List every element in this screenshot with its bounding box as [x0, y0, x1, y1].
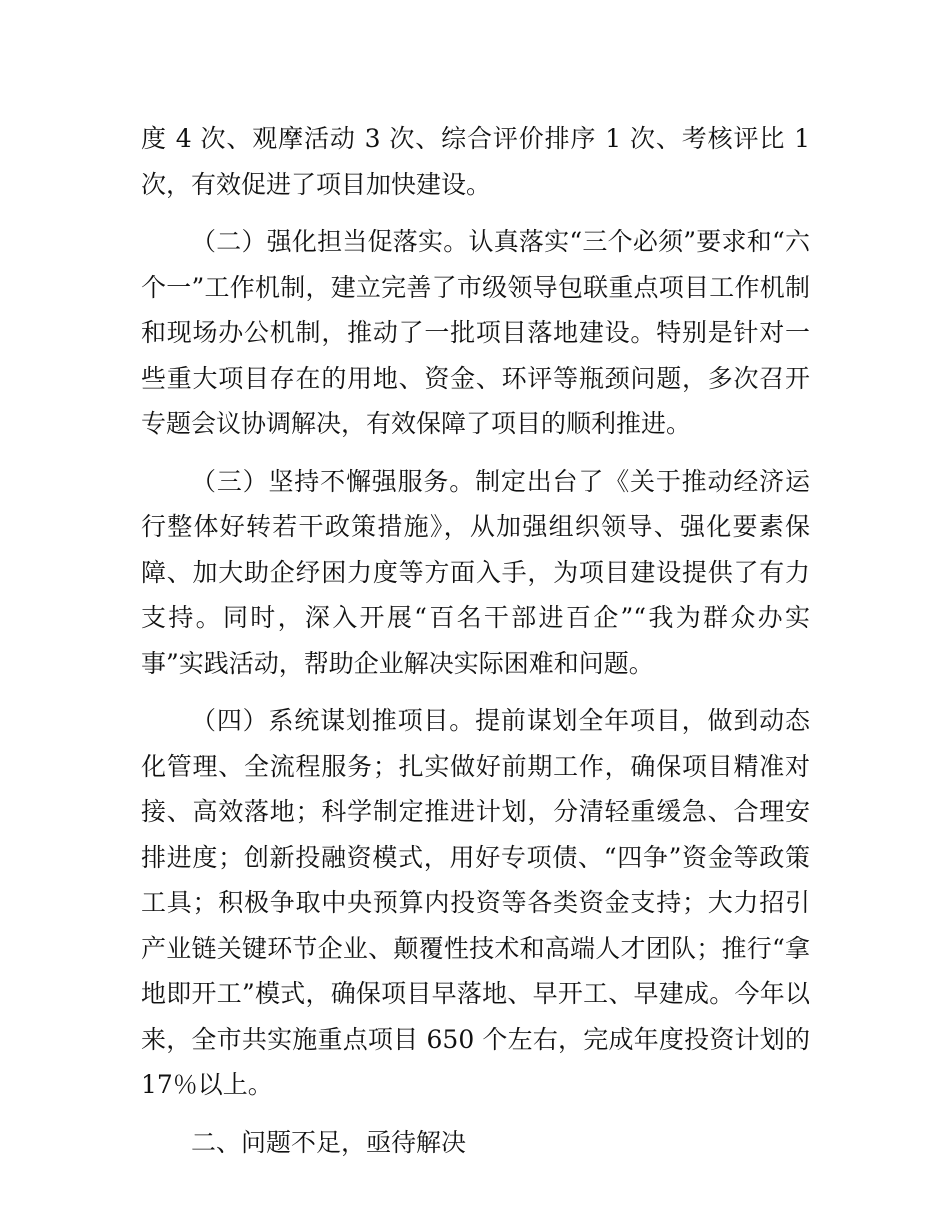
paragraph-continuation: 度 4 次、观摩活动 3 次、综合评价排序 1 次、考核评比 1 次，有效促进了项目加快建设。 — [141, 124, 810, 199]
paragraph-section-3: （三）坚持不懈强服务。制定出台了《关于推动经济运行整体好转若干政策措施》，从加强组织领导、强化要素保障、加大助企纾困力度等方面入手，为项目建设提供了有力支持。同时，深入开展“百名干部进百企”“我为群众办实事”实践活动，帮助企业解决实际困难和问题。 — [141, 466, 810, 678]
paragraph-section-4: （四）系统谋划推项目。提前谋划全年项目，做到动态化管理、全流程服务；扎实做好前期工作，确保项目精准对接、高效落地；科学制定推进计划，分清轻重缓急、合理安排进度；创新投融资模式，用好专项债、“四争”资金等政策工具；积极争取中央预算内投资等各类资金支持；大力招引产业链关键环节企业、颠覆性技术和高端人才团队；推行“拿地即开工”模式，确保项目早落地、早开工、早建成。今年以来，全市共实施重点项目 650 个左右，完成年度投资计划的 17％以上。 — [141, 706, 810, 1099]
document-body — [141, 116, 810, 1165]
section-heading: 二、问题不足，亟待解决 — [191, 1127, 467, 1157]
paragraph-section-2: （二）强化担当促落实。认真落实“三个必须”要求和“六个一”工作机制，建立完善了市级领导包联重点项目工作机制和现场办公机制，推动了一批项目落地建设。特别是针对一些重大项目存在的用地、资金、环评等瓶颈问题，多次召开专题会议协调解决，有效保障了项目的顺利推进。 — [141, 227, 810, 438]
